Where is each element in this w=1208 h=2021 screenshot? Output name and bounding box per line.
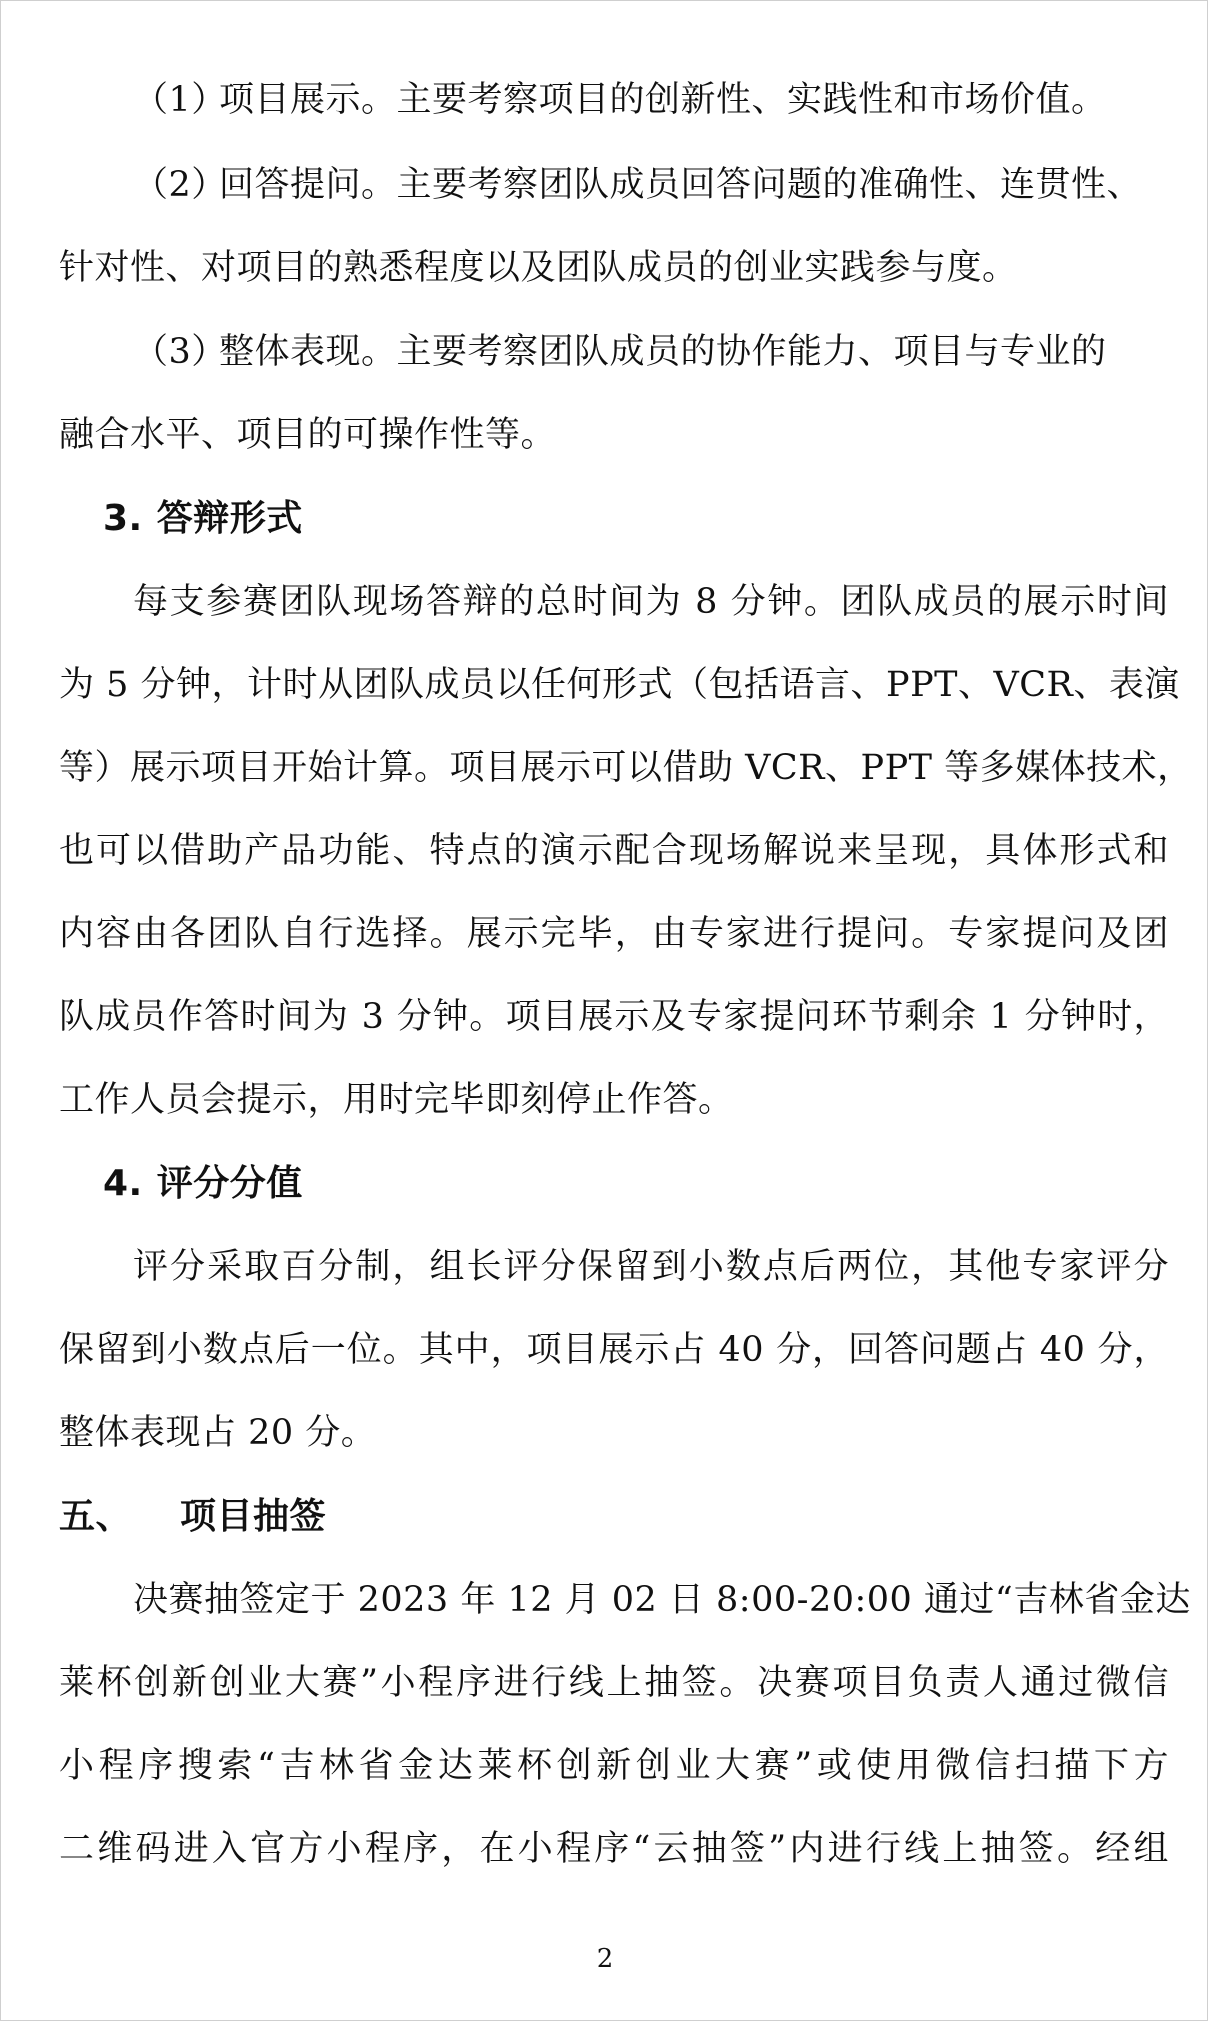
section-5-title: 项目抽签 — [180, 1496, 327, 1537]
section-4-heading — [103, 1160, 1208, 1208]
criteria-item-3-continuation: 融合水平、项目的可操作性等。 — [59, 415, 557, 455]
section-3-paragraph-line: 也可以借助产品功能、特点的演示配合现场解说来呈现，具体形式和 — [59, 831, 1169, 871]
section-5-paragraph-line: 莱杯创新创业大赛”小程序进行线上抽签。决赛项目负责人通过微信 — [59, 1663, 1169, 1703]
section-3-paragraph-line: 内容由各团队自行选择。展示完毕，由专家进行提问。专家提问及团 — [59, 914, 1169, 954]
criteria-item-3-number: （3） — [133, 332, 227, 372]
section-5-number: 五、 — [59, 1496, 133, 1537]
criteria-item-3 — [133, 328, 1169, 376]
section-3-title: 答辩形式 — [156, 498, 303, 539]
section-4-paragraph-line: 评分采取百分制，组长评分保留到小数点后两位，其他专家评分 — [133, 1247, 1169, 1287]
section-5-paragraph-line: 决赛抽签定于 2023 年 12 月 02 日 8:00-20:00 通过“吉林省金达 — [133, 1580, 1191, 1620]
criteria-item-3-text: 整体表现。主要考察团队成员的协作能力、项目与专业的 — [219, 332, 1107, 372]
section-3-paragraph-line: 等）展示项目开始计算。项目展示可以借助 VCR、PPT 等多媒体技术， — [59, 748, 1193, 788]
section-3-paragraph-line: 为 5 分钟，计时从团队成员以任何形式（包括语言、PPT、VCR、表演 — [59, 665, 1180, 705]
section-3-paragraph-line: 队成员作答时间为 3 分钟。项目展示及专家提问环节剩余 1 分钟时， — [59, 997, 1169, 1037]
section-3-paragraph-line: 工作人员会提示，用时完毕即刻停止作答。 — [59, 1080, 734, 1120]
criteria-item-1-number: （1） — [133, 80, 227, 120]
section-4-paragraph-line: 保留到小数点后一位。其中，项目展示占 40 分，回答问题占 40 分， — [59, 1330, 1169, 1370]
criteria-item-2 — [133, 161, 1169, 209]
section-5-heading — [59, 1493, 1169, 1541]
section-3-number: 3. — [103, 498, 143, 539]
section-3-heading — [103, 495, 1208, 543]
criteria-item-1-text: 项目展示。主要考察项目的创新性、实践性和市场价值。 — [219, 80, 1107, 120]
criteria-item-2-text: 回答提问。主要考察团队成员回答问题的准确性、连贯性、 — [219, 165, 1143, 205]
section-4-title: 评分分值 — [156, 1163, 303, 1204]
criteria-item-1 — [133, 76, 1169, 124]
criteria-item-2-number: （2） — [133, 165, 227, 205]
section-4-paragraph-line: 整体表现占 20 分。 — [59, 1413, 377, 1453]
section-4-number: 4. — [103, 1163, 143, 1204]
page-number: 2 — [596, 1944, 614, 1974]
section-5-paragraph-line: 小程序搜索“吉林省金达莱杯创新创业大赛”或使用微信扫描下方 — [59, 1746, 1169, 1786]
section-3-paragraph-line: 每支参赛团队现场答辩的总时间为 8 分钟。团队成员的展示时间 — [133, 582, 1169, 622]
criteria-item-2-continuation: 针对性、对项目的熟悉程度以及团队成员的创业实践参与度。 — [59, 248, 1018, 288]
section-5-paragraph-line: 二维码进入官方小程序，在小程序“云抽签”内进行线上抽签。经组 — [59, 1829, 1169, 1869]
